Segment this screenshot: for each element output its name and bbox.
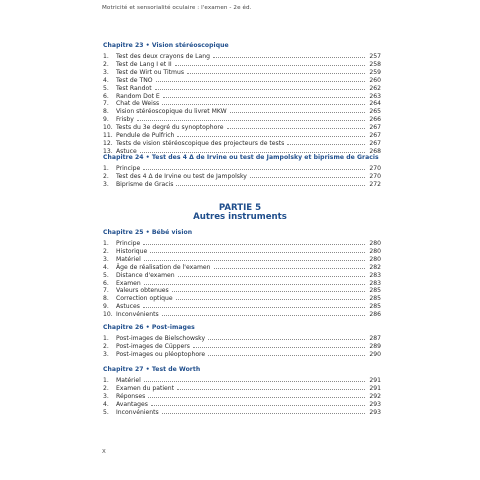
entry-title: Post-images de Cüppers: [116, 342, 190, 350]
chapter-24-heading: Chapitre 24 • Test des 4 Δ de Irvine ou test de Jampolsky et biprisme de Gracis: [103, 154, 379, 161]
dot-leader: [163, 92, 365, 98]
entry-page: 280: [369, 240, 381, 247]
entry-number: 1.: [103, 53, 109, 60]
entry-title: Examen: [116, 279, 141, 287]
entry-title: Âge de réalisation de l'examen: [116, 263, 211, 271]
entry-page: 267: [369, 132, 381, 139]
entry-page: 264: [369, 100, 381, 108]
toc-entry: [103, 294, 381, 302]
entry-number: 10.: [103, 124, 113, 132]
entry-number: 1.: [103, 240, 109, 247]
entry-page: 289: [369, 342, 381, 350]
entry-number: 3.: [103, 255, 109, 263]
entry-number: 13.: [103, 147, 113, 155]
entry-number: 9.: [103, 303, 109, 311]
entry-title: Tests de vision stéréoscopique des projecteurs de tests: [116, 139, 285, 147]
dot-leader: [176, 294, 365, 300]
entry-number: 3.: [103, 68, 109, 76]
entry-page: 287: [369, 335, 381, 342]
toc-entry: [103, 99, 381, 107]
dot-leader: [143, 302, 365, 308]
entry-number: 6.: [103, 92, 109, 100]
entry-page: 293: [369, 400, 381, 408]
toc-entry: [103, 52, 381, 60]
toc-entry: [103, 107, 381, 115]
entry-title: Tests du 3e degré du synoptophore: [116, 124, 224, 132]
entry-title: Post-images ou pléoptophore: [116, 350, 206, 358]
entry-number: 2.: [103, 172, 109, 180]
part-label: PARTIE 5: [218, 203, 262, 213]
toc-entry: [103, 239, 381, 247]
entry-number: 2.: [103, 342, 109, 350]
entry-number: 1.: [103, 335, 109, 342]
toc-entry: [103, 271, 381, 279]
toc-entry: [103, 60, 381, 68]
entry-title: Inconvénients: [116, 311, 159, 319]
entry-page: 266: [369, 116, 381, 124]
entry-page: 262: [369, 84, 381, 92]
entry-number: 2.: [103, 60, 109, 68]
entry-page: 258: [369, 60, 381, 68]
entry-number: 5.: [103, 271, 109, 279]
entry-title: Vision stéréoscopique du livret MKW: [116, 108, 227, 116]
entry-page: 285: [369, 303, 381, 311]
entry-page: 290: [369, 350, 381, 358]
dot-leader: [213, 52, 365, 58]
dot-leader: [208, 350, 365, 356]
entry-page: 291: [369, 384, 381, 392]
dot-leader: [250, 172, 365, 178]
entry-title: Principe: [116, 240, 141, 247]
entry-number: 5.: [103, 84, 109, 92]
dot-leader: [143, 164, 365, 170]
entry-title: Réponses: [116, 392, 146, 400]
dot-leader: [143, 239, 365, 245]
entry-title: Historique: [116, 247, 148, 255]
toc-entry: [103, 180, 381, 188]
entry-title: Examen du patient: [116, 384, 175, 392]
toc-entry: [103, 384, 381, 392]
entry-title: Inconvénients: [116, 408, 159, 416]
entry-number: 8.: [103, 108, 109, 116]
dot-leader: [178, 271, 365, 277]
toc-entry: [103, 172, 381, 180]
entry-page: 270: [369, 172, 381, 180]
dot-leader: [176, 180, 365, 186]
entry-number: 10.: [103, 311, 113, 319]
dot-leader: [230, 107, 365, 113]
dot-leader: [155, 84, 365, 90]
entry-title: Frisby: [116, 116, 134, 124]
entry-page: 280: [369, 255, 381, 263]
dot-leader: [177, 131, 365, 137]
entry-number: 1.: [103, 377, 109, 384]
toc-entry: [103, 376, 381, 384]
toc-entry: [103, 263, 381, 271]
dot-leader: [156, 76, 365, 82]
toc-entry: [103, 92, 381, 100]
chapter-27-heading: Chapitre 27 • Test de Worth: [103, 366, 201, 373]
entry-number: 7.: [103, 287, 109, 295]
entry-title: Test Randot: [116, 84, 152, 92]
toc-entry: [103, 247, 381, 255]
toc-entry: [103, 408, 381, 416]
toc-entry: [103, 334, 381, 342]
dot-leader: [172, 286, 365, 292]
entry-page: 283: [369, 271, 381, 279]
toc-entry: [103, 392, 381, 400]
entry-page: 282: [369, 263, 381, 271]
entry-title: Matériel: [116, 255, 141, 263]
entry-page: 267: [369, 124, 381, 132]
toc-entry: [103, 302, 381, 310]
entry-title: Correction optique: [116, 295, 173, 303]
dot-leader: [227, 123, 366, 129]
entry-page: 265: [369, 108, 381, 116]
dot-leader: [162, 99, 365, 105]
toc-entry: [103, 68, 381, 76]
entry-page: 280: [369, 247, 381, 255]
dot-leader: [208, 334, 365, 340]
entry-page: 267: [369, 139, 381, 147]
dot-leader: [162, 408, 365, 414]
toc-entry: [103, 350, 381, 358]
toc-entry: [103, 123, 381, 131]
toc-entry: [103, 84, 381, 92]
entry-number: 2.: [103, 384, 109, 392]
entry-title: Post-images de Bielschowsky: [116, 335, 206, 342]
dot-leader: [140, 147, 365, 153]
dot-leader: [144, 255, 365, 261]
toc-entry: [103, 115, 381, 123]
entry-number: 2.: [103, 247, 109, 255]
entry-title: Distance d'examen: [116, 271, 175, 279]
entry-page: 263: [369, 92, 381, 100]
entry-title: Test de TNO: [116, 76, 153, 84]
dot-leader: [162, 310, 365, 316]
toc-entry: [103, 255, 381, 263]
entry-title: Test des 4 Δ de Irvine ou test de Jampolsky: [116, 172, 247, 180]
dot-leader: [150, 247, 365, 253]
entry-number: 3.: [103, 392, 109, 400]
entry-page: 285: [369, 287, 381, 295]
entry-number: 4.: [103, 76, 109, 84]
entry-page: 272: [369, 180, 381, 188]
entry-number: 4.: [103, 400, 109, 408]
toc-entry: [103, 164, 381, 172]
entry-page: 268: [369, 147, 381, 155]
dot-leader: [175, 60, 365, 66]
entry-number: 1.: [103, 165, 109, 172]
page-number: X: [102, 449, 106, 455]
part-title: Autres instruments: [193, 212, 287, 222]
entry-page: 257: [369, 53, 381, 60]
entry-title: Biprisme de Gracis: [116, 180, 174, 188]
toc-entry: [103, 310, 381, 318]
entry-title: Chat de Weiss: [116, 100, 160, 108]
entry-number: 9.: [103, 116, 109, 124]
dot-leader: [144, 279, 365, 285]
dot-leader: [137, 115, 365, 121]
entry-number: 12.: [103, 139, 113, 147]
toc-entry: [103, 279, 381, 287]
entry-title: Matériel: [116, 377, 141, 384]
entry-title: Astuces: [116, 303, 140, 311]
entry-title: Test de Wirt ou Titmus: [116, 68, 185, 76]
entry-title: Random Dot E: [116, 92, 160, 100]
toc-entry: [103, 286, 381, 294]
chapter-25-heading: Chapitre 25 • Bébé vision: [103, 229, 193, 236]
chapter-23-heading: Chapitre 23 • Vision stéréoscopique: [103, 42, 229, 49]
running-header: Motricité et sensorialité oculaire : l'examen - 2e éd.: [102, 5, 252, 11]
dot-leader: [287, 139, 365, 145]
dot-leader: [177, 384, 365, 390]
entry-page: 283: [369, 279, 381, 287]
entry-page: 270: [369, 165, 381, 172]
toc-entry: [103, 400, 381, 408]
entry-title: Test de Lang I et II: [116, 60, 172, 68]
dot-leader: [193, 342, 365, 348]
toc-entry: [103, 342, 381, 350]
entry-page: 292: [369, 392, 381, 400]
entry-page: 286: [369, 311, 381, 319]
entry-page: 291: [369, 377, 381, 384]
entry-title: Principe: [116, 165, 141, 172]
entry-page: 260: [369, 76, 381, 84]
entry-number: 6.: [103, 279, 109, 287]
entry-title: Test des deux crayons de Lang: [116, 53, 210, 60]
entry-number: 7.: [103, 100, 109, 108]
entry-title: Pendule de Pulfrich: [116, 132, 175, 139]
dot-leader: [144, 376, 365, 382]
chapter-26-heading: Chapitre 26 • Post-images: [103, 324, 195, 331]
entry-number: 3.: [103, 350, 109, 358]
toc-entry: [103, 131, 381, 139]
entry-page: 259: [369, 68, 381, 76]
entry-title: Avantages: [116, 400, 148, 408]
dot-leader: [214, 263, 366, 269]
entry-title: Valeurs obtenues: [116, 287, 169, 295]
entry-number: 8.: [103, 295, 109, 303]
entry-page: 293: [369, 408, 381, 416]
dot-leader: [187, 68, 365, 74]
entry-number: 3.: [103, 180, 109, 188]
toc-entry: [103, 139, 381, 147]
entry-number: 11.: [103, 132, 113, 139]
entry-page: 285: [369, 295, 381, 303]
toc-entry: [103, 76, 381, 84]
entry-title: Astuce: [116, 147, 137, 155]
entry-number: 4.: [103, 263, 109, 271]
entry-number: 5.: [103, 408, 109, 416]
dot-leader: [151, 400, 365, 406]
dot-leader: [148, 392, 365, 398]
